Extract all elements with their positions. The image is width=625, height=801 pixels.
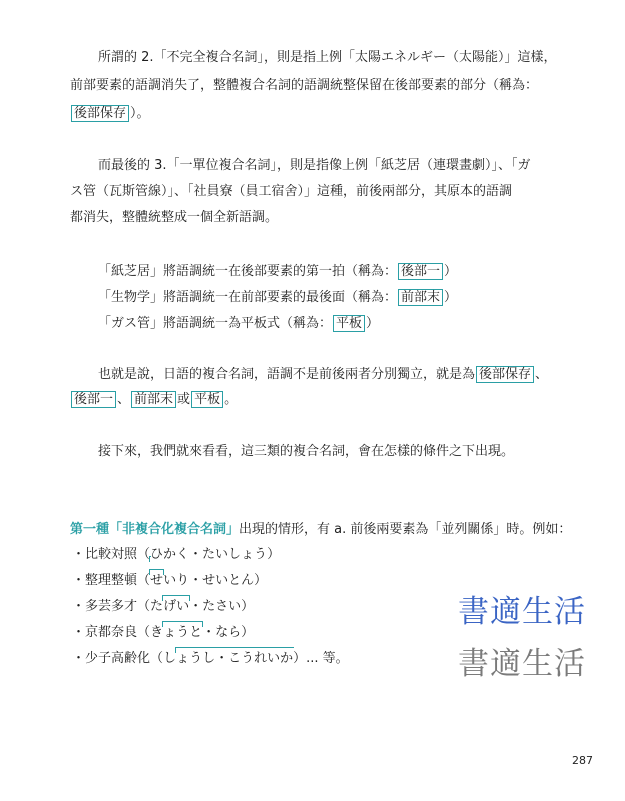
paren: （ — [137, 547, 151, 562]
summary-separator: 、 — [535, 367, 549, 382]
para1-line1: 所謂的 2.「不完全複合名詞」，則是指上例「太陽エネルギー（太陽能）」這樣， — [98, 50, 557, 65]
example-text: 「ガス管」將語調統一為平板式（稱為： — [98, 316, 333, 331]
accent-mark: せ — [150, 571, 163, 591]
reading: き — [150, 625, 164, 640]
paren: ） — [254, 573, 268, 588]
list-item — [72, 545, 280, 565]
list-word: 比較対照 — [85, 547, 138, 562]
summary-line1 — [98, 365, 548, 385]
accent-mark: げい — [163, 597, 189, 617]
list-word: 京都奈良 — [85, 625, 138, 640]
para2-line3: 都消失，整體統整成一個全新語調。 — [70, 210, 279, 225]
reading: し — [163, 651, 177, 666]
section-rest: 出現的情形，有 a. 前後兩要素為「並列關係」時。例如： — [239, 522, 572, 537]
para2-line2: ス管（瓦斯管線）」、「社員寮（員工宿舍）」這種，前後兩部分，其原本的語調 — [70, 184, 513, 199]
example-text: 「生物学」將語調統一在前部要素的最後面（稱為： — [98, 290, 398, 305]
example-tail: ） — [444, 290, 458, 305]
paren: ） — [241, 599, 255, 614]
section-lead: 第一種「非複合化複合名詞」 — [70, 522, 240, 537]
paren: （ — [137, 599, 151, 614]
summary-or: 或 — [177, 392, 191, 407]
example-tail: ） — [444, 264, 458, 279]
summary-separator: 、 — [117, 392, 131, 407]
summary-text: 也就是說，日語的複合名詞，語調不是前後兩者分別獨立，就是為 — [98, 367, 476, 382]
bullet-icon: ・ — [72, 625, 86, 640]
term-box: 後部一 — [398, 263, 443, 280]
term-box: 前部末 — [398, 289, 443, 306]
example-line — [98, 314, 379, 334]
para1-line2: 前部要素的語調消失了，整體複合名詞的語調統整保留在後部要素的部分（稱為： — [70, 78, 539, 93]
bullet-icon: ・ — [72, 651, 86, 666]
term-box: 平板 — [191, 391, 223, 408]
list-word: 整理整頓 — [85, 573, 138, 588]
next-paragraph: 接下來，我們就來看看，這三類的複合名詞，會在怎樣的條件之下出現。 — [98, 444, 515, 459]
para1-line3 — [70, 104, 150, 124]
term-box: 前部末 — [131, 391, 176, 408]
example-tail: ） — [366, 316, 380, 331]
term-box: 後部一 — [71, 391, 116, 408]
list-word: 少子高齢化 — [85, 651, 151, 666]
paren: ） — [241, 625, 255, 640]
reading: いり・せいとん — [163, 573, 255, 588]
example-line — [98, 288, 457, 308]
term-box: 後部保存 — [71, 105, 129, 122]
list-item — [72, 623, 254, 643]
paren: （ — [150, 651, 164, 666]
example-line — [98, 262, 457, 282]
term-box: 後部保存 — [476, 366, 534, 383]
watermark-gray: 書適生活 — [458, 646, 586, 682]
paren: （ — [137, 573, 151, 588]
accent-mark: ょうし・こうれいか — [176, 649, 293, 669]
reading: ・たさい — [189, 599, 242, 614]
example-text: 「紙芝居」將語調統一在後部要素的第一拍（稱為： — [98, 264, 398, 279]
accent-mark: ょうと — [163, 623, 202, 643]
para1-tail: ）。 — [130, 106, 150, 121]
summary-end: 。 — [224, 392, 238, 407]
watermark-blue: 書適生活 — [458, 594, 586, 630]
bullet-icon: ・ — [72, 547, 86, 562]
list-item — [72, 571, 267, 591]
paren: ） — [267, 547, 281, 562]
reading: た — [150, 599, 164, 614]
paren: ）... 等。 — [293, 651, 349, 666]
term-box: 平板 — [333, 315, 365, 332]
list-item — [72, 597, 254, 617]
reading: ・なら — [202, 625, 242, 640]
list-word: 多芸多才 — [85, 599, 138, 614]
page-number: 287 — [572, 754, 593, 767]
summary-line2 — [70, 390, 237, 410]
paren: （ — [137, 625, 151, 640]
list-item — [72, 649, 349, 669]
bullet-icon: ・ — [72, 573, 86, 588]
para2-line1: 而最後的 3.「一單位複合名詞」，則是指像上例「紙芝居（連環畫劇）」、「ガ — [98, 158, 531, 173]
bullet-icon: ・ — [72, 599, 86, 614]
reading: ひかく・たいしょう — [150, 547, 268, 562]
section-heading — [70, 520, 571, 540]
